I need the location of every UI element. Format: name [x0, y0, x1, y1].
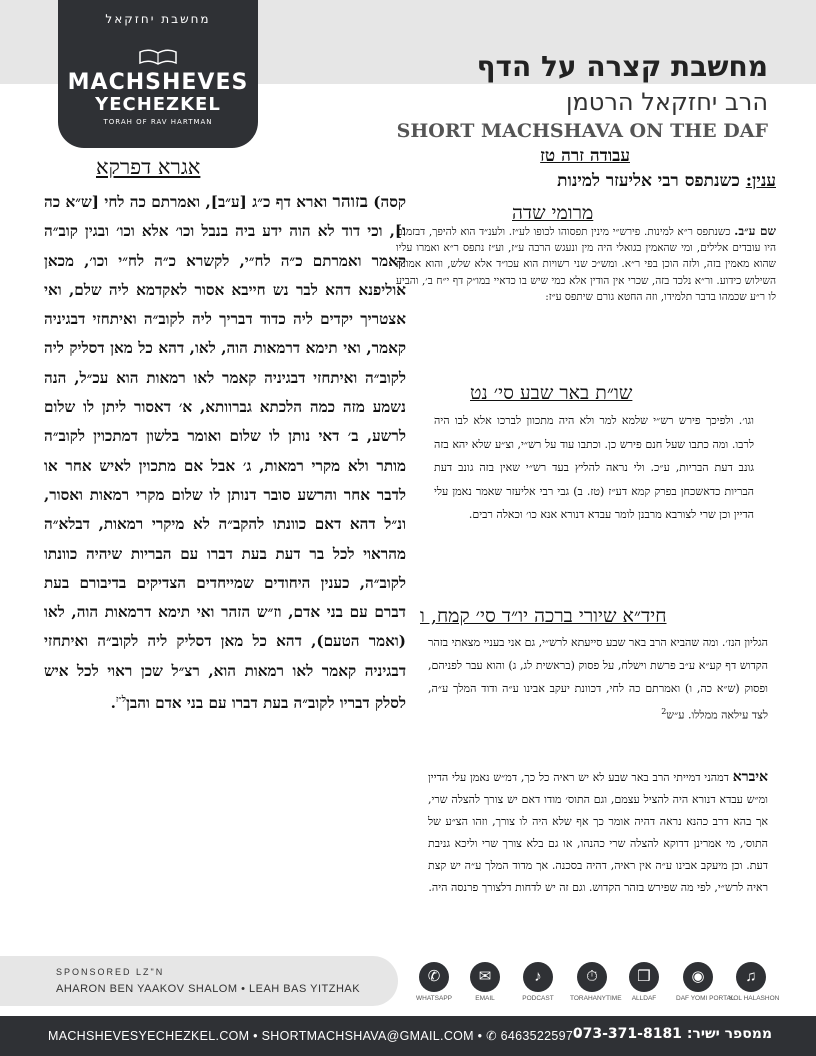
alldaf-label: ALLDAF	[631, 995, 657, 1002]
open-book-icon	[138, 48, 178, 66]
footer-bar	[0, 1016, 816, 1056]
sade-body: כשנתפס ר״א למינות. פירש״י מינין תפסוהו לכופו לע״ז. ולענ״ד הוא להיפך, דבזמנם היו עובדים אלילים, ומי שהאמין בגואלי היה מין ונעגש הרבה ע״ז, וע״ז נתפס ר״א ואמרו עליו שהוא מאמין בזה, ולזה הוכן בפי ר״א. ומש״כ שני רשויות הוא עכו״ד אלא שלש, והוא אמונת השילוש כידוע. ור״א נלכד בזה, שכרי אין הודין אלא כמי שיש בו כדאיי במו״ק דף י״ח ב׳, והביע לו ר״ע שכמהו בדבר תלמידו, וזה החטא גורם שיתפס ע״ז:	[396, 226, 776, 303]
left-lead: קסה)	[367, 193, 406, 211]
sponsor-label: SPONSORED LZ"N	[56, 967, 165, 977]
logo-line2: YECHEZKEL	[95, 94, 221, 115]
podcast-label: PODCAST	[522, 995, 554, 1002]
footer-direct-label: ממספר ישיר:	[686, 1026, 772, 1042]
whatsapp-link[interactable]	[412, 962, 456, 1002]
left-lead-bold: בזוהר	[332, 192, 368, 212]
alldaf-link[interactable]	[622, 962, 666, 1002]
kol-halashon-link[interactable]	[729, 962, 780, 1002]
sade-lead: שם ע״ב.	[734, 224, 776, 238]
left-footnote-mark: ל״ז	[115, 695, 127, 706]
daf-yomi-portal-link[interactable]	[676, 962, 735, 1002]
alldaf-icon: ❒	[629, 962, 659, 992]
topic-text: כשנתפס רבי אליעזר למינות	[557, 171, 746, 191]
email-link[interactable]	[463, 962, 507, 1002]
email-icon: ✉	[470, 962, 500, 992]
birkei-body: הגליון הנז׳. ומה שהביא הרב באר שבע סייעתא לרש״י, גם אני בעניי מצאתי בזהר הקדוש דף קע״א ע״ב פרשת וישלח, על פסוק (בראשית לג, ג) והוא עבר לפניהם, ופסוק (ש״א כה, ו) ואמרתם כה לחי, דכוונת יעקב אבינו ע״ה ודוד המלך ע״ה, לצד עילאה ממללו. ע״ש	[428, 636, 768, 722]
torahanytime-icon: ⏱	[577, 962, 607, 992]
email-label: EMAIL	[475, 995, 495, 1002]
birkei-text	[428, 631, 768, 727]
sade-text	[396, 223, 776, 305]
torahanytime-link[interactable]	[570, 962, 622, 1002]
daf-yomi-portal-label: DAF YOMI PORTAL	[676, 995, 735, 1002]
footer-direct-line[interactable]	[573, 1026, 772, 1042]
beer-text: וגו׳. ולפיכך פירש רש״י שלמא למר ולא היה מתכוון לברכו אלא לבו היה לרבו. ומה כתבו שעל חנם פירש כן. וכתבו עוד על רש״י, וצ״ע שלא יהא בזה גונב דעת הבריות, ע״כ. ולי נראה להליץ בעד רש״י שאין בזה גונב דעת הבריות כדאשכחן בפרק קמא דע״ז (טז. ב) גבי רבי אליעזר שאמר נאמן עלי הדיין וכן שרי לצורבא מרבנן לומר עבדא דנורא אנא כו׳ וכאלה רבים.	[434, 414, 754, 522]
birkei-footnote-mark: 2	[661, 707, 667, 716]
footer-direct-number: 073-371-8181	[572, 1026, 682, 1042]
daf-yomi-portal-icon: ◉	[683, 962, 713, 992]
masechta-label: עבודה זרה טז	[540, 146, 630, 166]
left-column-heading: אגרא דפרקא	[96, 155, 201, 179]
sponsor-names: AHARON BEN YAAKOV SHALOM • LEAH BAS YITZHAK	[56, 983, 361, 995]
author-name: הרב יחזקאל הרטמן	[565, 88, 768, 116]
left-end: .	[110, 694, 116, 713]
left-column-text	[44, 188, 406, 718]
podcast-icon: ♪	[523, 962, 553, 992]
logo-line1: MACHSHEVES	[67, 70, 249, 95]
ivra-lead: איברא	[732, 769, 768, 785]
topic-line	[557, 171, 776, 191]
beer-heading: שו״ת באר שבע סי׳ נט	[470, 382, 633, 404]
whatsapp-label: WHATSAPP	[416, 995, 452, 1002]
whatsapp-icon: ✆	[419, 962, 449, 992]
page-title: מחשבת קצרה על הדף	[476, 50, 768, 83]
sade-heading: מרומי שדה	[512, 202, 594, 224]
torahanytime-label: TORAHANYTIME	[570, 995, 622, 1002]
kol-halashon-icon: ♫	[736, 962, 766, 992]
topic-label: ענין:	[745, 171, 776, 191]
brand-logo	[58, 0, 258, 148]
birkei-heading: חיד״א שיורי ברכה יו״ד סי׳ קמח, ו	[420, 605, 667, 627]
ivra-text	[428, 766, 768, 899]
left-body: וארא דף כ״ג [ע״ב], ואמרתם כה לחי [ש״א כה ו], וכי דוד לא הוה ידע ביה בנבל וכו׳ אלא וכו׳ ובגין קוב״ה קאמר ואמרתם כ״ה לח״י, לקשרא כ״ה לח״י וכו׳, מכאן אוליפנא דהא לבר נש חייבא אסור לאקדמא ליה שלם, ואי אצטריך יקדים ליה כדוד דבריך ליה לקוב״ה ואיתחזי דבגיניה קאמר, ואי תימא דרמאות הוה, לאו, דהא כל מאן דסליק ליה לקוב״ה ואיתחזי דבגיניה קאמר לאו רמאות הוא עכ״ל, הנה נשמע מזה כמה הלכתא גברוותא, א׳ דאסור ליתן לו שלום לרשע, ב׳ דאי נותן לו שלום ואומר בלשון דמתכוין לקוב״ה מותר ולא מקרי רמאות, ג׳ אבל אם מתכוין לאיש אחר או לדבר אחר והרשע סובר דנותן לו שלום מקרי רמאות ואסור, ונ״ל דהא דאם כוונתו להקב״ה לא מיקרי רמאות, דבלא״ה מהראוי לכל בר דעת בעת דברו עם הבריות שיהיה כוונתו לקוב״ה, כענין היחודים שמייחדים הצדיקים בדיבורם בעת דברם עם בני אדם, וז״ש הזהר ואי תימא דרמאות הוה, לאו (ואמר הטעם), דהא כל מאן דסליק ליה לקוב״ה ואיתחזי דבגיניה קאמר לאו רמאות הוא, רצ״ל שכן ראוי לכל איש לסלק דבריו לקוב״ה בעת דברו עם בני אדם והבן	[44, 193, 406, 713]
english-title: SHORT MACHSHAVA ON THE DAF	[396, 120, 768, 142]
footer-contact[interactable]: MACHSHEVESYECHEZKEL.COM • SHORTMACHSHAVA@GMAIL.COM • ✆ 6463522597 •	[48, 1029, 582, 1043]
podcast-link[interactable]	[516, 962, 560, 1002]
logo-hebrew: מחשבת יחזקאל	[105, 12, 211, 26]
kol-halashon-label: KOL HALASHON	[729, 995, 780, 1002]
logo-tagline: TORAH OF RAV HARTMAN	[103, 118, 213, 126]
ivra-body: דמהני דמייתי הרב באר שבע לא יש ראיה כל כך, דמ״ש נאמן עלי הדיין ומ״ש עבדא דנורא היה להציל עצמם, וגם התוס׳ מודו דאם יש צורך להצלה שרי, אך בהא דרב כהנא נראה דהיה אומר כך אף שלא היה לו צורך, וזהו הצ״ע של התוס׳, מי אמרינן דדוקא להצלה שרי כהנהו, או גם בלא צורך שרי וליכא גניבת דעת. וכן מיעקב אבינו ע״ה אין ראיה, דהיה בסכנה. אך מדוד המלך ע״ה יש קצת ראיה לרש״י, לפי מה שפירש בזהר הקדוש. וגם זה יש לדחות דלצורך פרנסה היה.	[428, 771, 768, 894]
sponsor-banner	[0, 956, 398, 1006]
